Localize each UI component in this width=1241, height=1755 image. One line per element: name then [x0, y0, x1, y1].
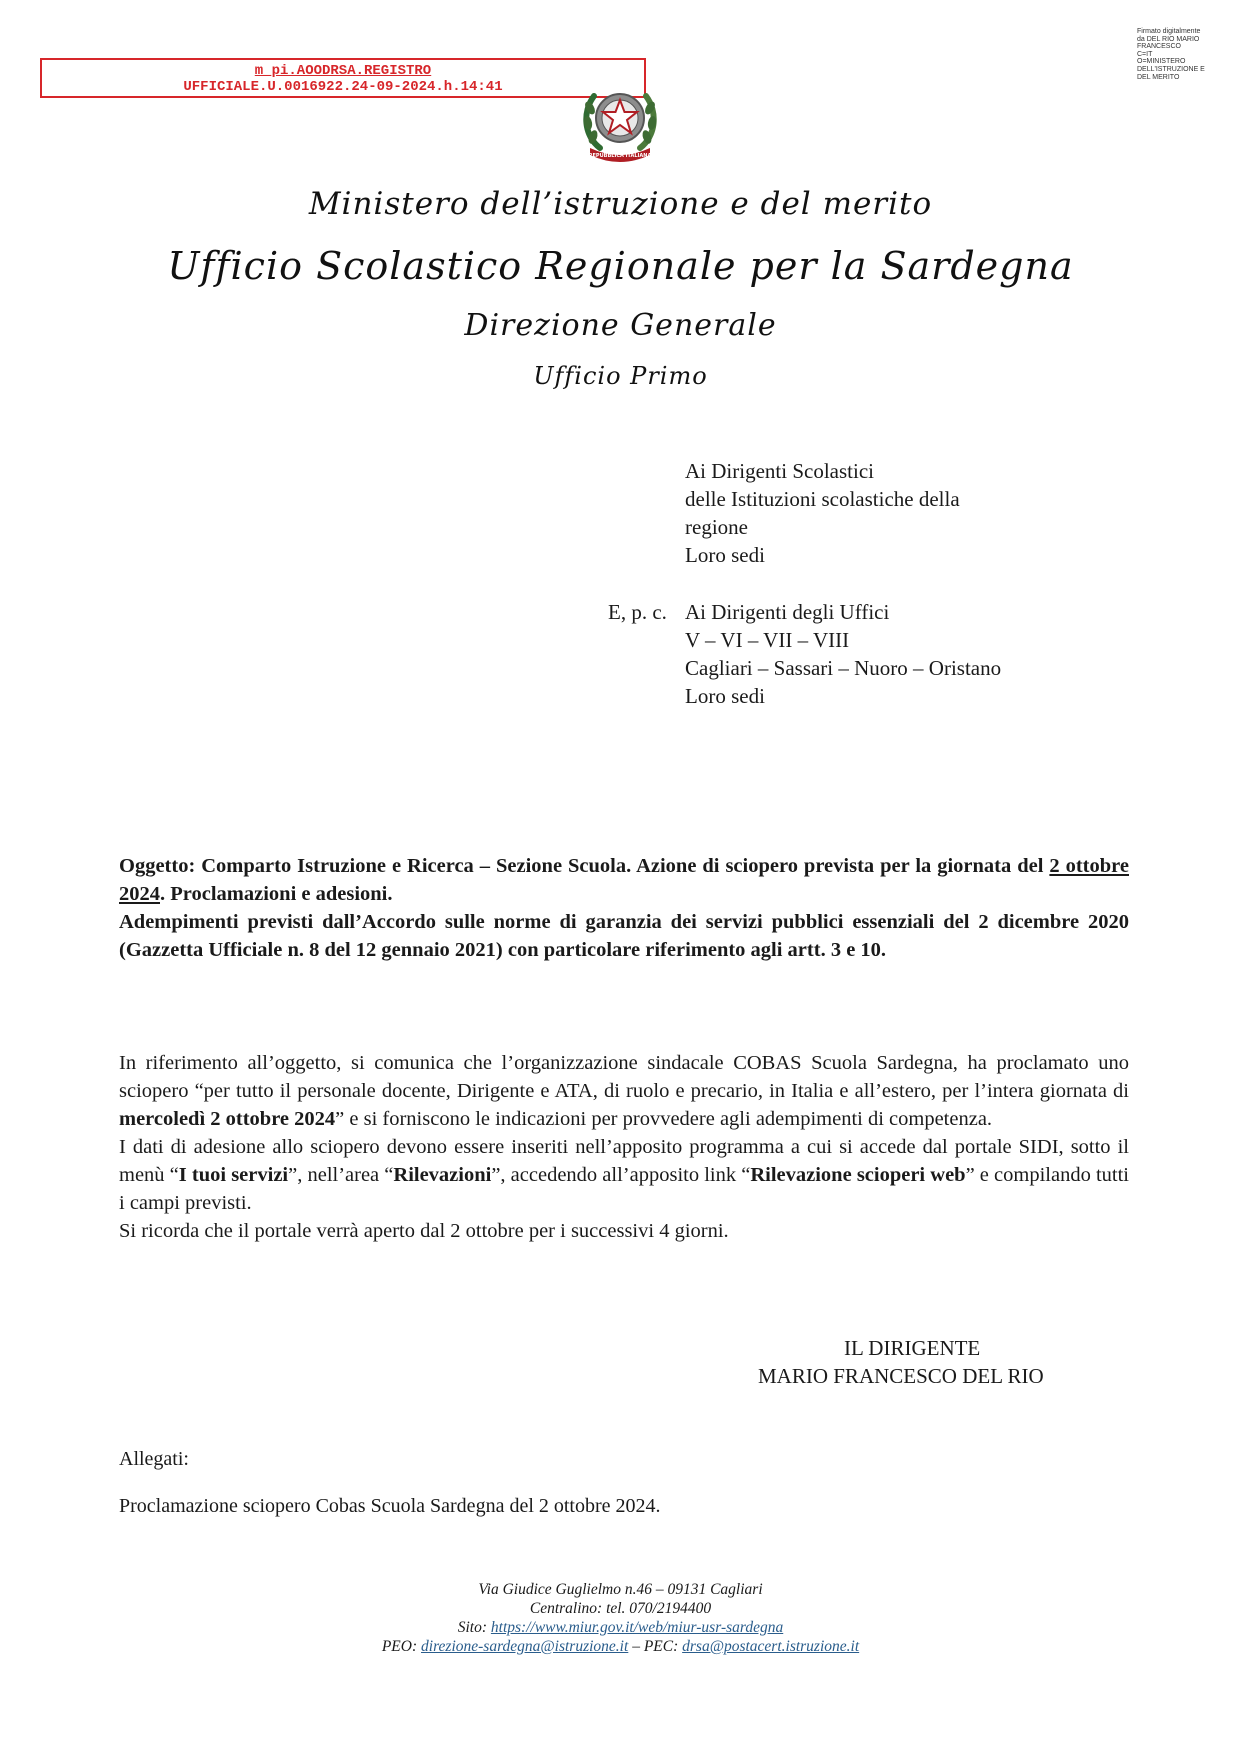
subject-text: Oggetto: Comparto Istruzione e Ricerca – Sezione Scuola. Azione di sciopero prevista per la giornata del	[119, 855, 1050, 877]
cc-addressee-line: Cagliari – Sassari – Nuoro – Oristano	[685, 656, 1002, 680]
body-text: I dati di adesione allo sciopero devono essere inseriti nell’apposito programma a cui si accede dal portale SIDI, sotto il menù “	[119, 1136, 1129, 1186]
body-paragraph-3: Si ricorda che il portale verrà aperto dal 2 ottobre per i successivi 4 giorni.	[119, 1220, 729, 1242]
subject-line-2: Adempimenti previsti dall’Accordo sulle norme di garanzia dei servizi pubblici essenziali del 2 dicembre 2020 (Gazzetta Ufficiale n. 8 del 12 gennaio 2021) con particolare riferimento agli artt. 3 e 10.	[119, 911, 1129, 961]
signer-title: IL DIRIGENTE	[844, 1336, 981, 1360]
addressee-line: delle Istituzioni scolastiche della	[685, 487, 960, 511]
cc-addressee-line: Loro sedi	[685, 684, 765, 708]
signature-note-line: FRANCESCO	[1137, 43, 1181, 51]
peo-label: PEO:	[381, 1638, 422, 1655]
signature-note-line: C=IT	[1137, 50, 1153, 58]
body-text: ” e compilando tutti i campi previsti.	[119, 1164, 1129, 1214]
addressee-line: regione	[685, 515, 748, 539]
strike-day: mercoledì 2 ottobre 2024	[119, 1108, 336, 1130]
letter-body	[119, 1049, 1129, 1245]
site-link[interactable]: https://www.miur.gov.it/web/miur-usr-sardegna	[490, 1619, 784, 1636]
protocol-line-2: UFFICIALE.U.0016922.24-09-2024.h.14:41	[183, 79, 503, 95]
body-paragraph-1	[119, 1049, 1129, 1133]
cc-addressees	[685, 598, 1001, 710]
pec-label: – PEC:	[628, 1638, 683, 1655]
signature-note-line: O=MINISTERO	[1137, 58, 1186, 66]
subject-text-end: . Proclamazioni e adesioni.	[160, 883, 393, 905]
letter-footer	[0, 1580, 1241, 1656]
cc-addressee-line: V – VI – VII – VIII	[685, 628, 850, 652]
pec-email-link[interactable]: drsa@postacert.istruzione.it	[682, 1638, 860, 1655]
emblem-ribbon-text: REPUBBLICA ITALIANA	[588, 153, 652, 159]
subject-line-1	[119, 852, 1129, 908]
ministry-name: Ministero dell’istruzione e del merito	[308, 186, 933, 222]
body-paragraph-2	[119, 1133, 1129, 1217]
signature-note-line: da DEL RIO MARIO	[1137, 35, 1200, 43]
cc-addressee-line: Ai Dirigenti degli Uffici	[685, 600, 890, 624]
direction-name: Direzione Generale	[464, 308, 777, 343]
addressee-line: Ai Dirigenti Scolastici	[685, 459, 874, 483]
regional-office-name: Ufficio Scolastico Regionale per la Sardegna	[167, 244, 1074, 288]
italian-republic-emblem-icon	[580, 78, 660, 162]
footer-emails	[0, 1637, 1241, 1656]
signature-note-line: DEL MERITO	[1137, 73, 1180, 81]
body-text: ”, nell’area “	[288, 1164, 394, 1186]
signature-note-line: Firmato digitalmente	[1137, 28, 1201, 35]
protocol-line-1: m_pi.AOODRSA.REGISTRO	[254, 63, 432, 79]
body-text: ”, accedendo all’apposito link “	[491, 1164, 751, 1186]
signer-name: MARIO FRANCESCO DEL RIO	[758, 1364, 1044, 1388]
footer-phone: Centralino: tel. 070/2194400	[529, 1600, 712, 1617]
primary-addressees	[685, 457, 960, 569]
body-text: In riferimento all’oggetto, si comunica che l’organizzazione sindacale COBAS Scuola Sardegna, ha proclamato uno sciopero “per tutto il personale docente, Dirigente e ATA, di ruolo e precario, in Italia e all’estero, per l’intera giornata di	[119, 1052, 1129, 1102]
footer-site	[0, 1618, 1241, 1637]
strike-date: 2 ottobre 2024	[119, 855, 1129, 905]
addressee-line: Loro sedi	[685, 543, 765, 567]
subject-block	[119, 852, 1129, 964]
link-name: Rilevazione scioperi web	[750, 1164, 966, 1186]
signature-note-line: DELL'ISTRUZIONE E	[1137, 65, 1205, 73]
area-name: Rilevazioni	[393, 1164, 492, 1186]
unit-name: Ufficio Primo	[533, 362, 708, 390]
body-text: ” e si forniscono le indicazioni per provvedere agli adempimenti di competenza.	[335, 1108, 993, 1130]
signature-block	[700, 1334, 1200, 1390]
cc-label: E, p. c.	[608, 600, 667, 624]
site-label: Sito:	[457, 1619, 491, 1636]
menu-name: I tuoi servizi	[178, 1164, 289, 1186]
attachment-item: Proclamazione sciopero Cobas Scuola Sardegna del 2 ottobre 2024.	[119, 1495, 661, 1517]
protocol-stamp	[40, 58, 646, 98]
digital-signature-note	[1137, 28, 1233, 81]
footer-address: Via Giudice Guglielmo n.46 – 09131 Cagliari	[478, 1581, 763, 1598]
attachments-label: Allegati:	[119, 1448, 189, 1470]
peo-email-link[interactable]: direzione-sardegna@istruzione.it	[421, 1638, 629, 1655]
